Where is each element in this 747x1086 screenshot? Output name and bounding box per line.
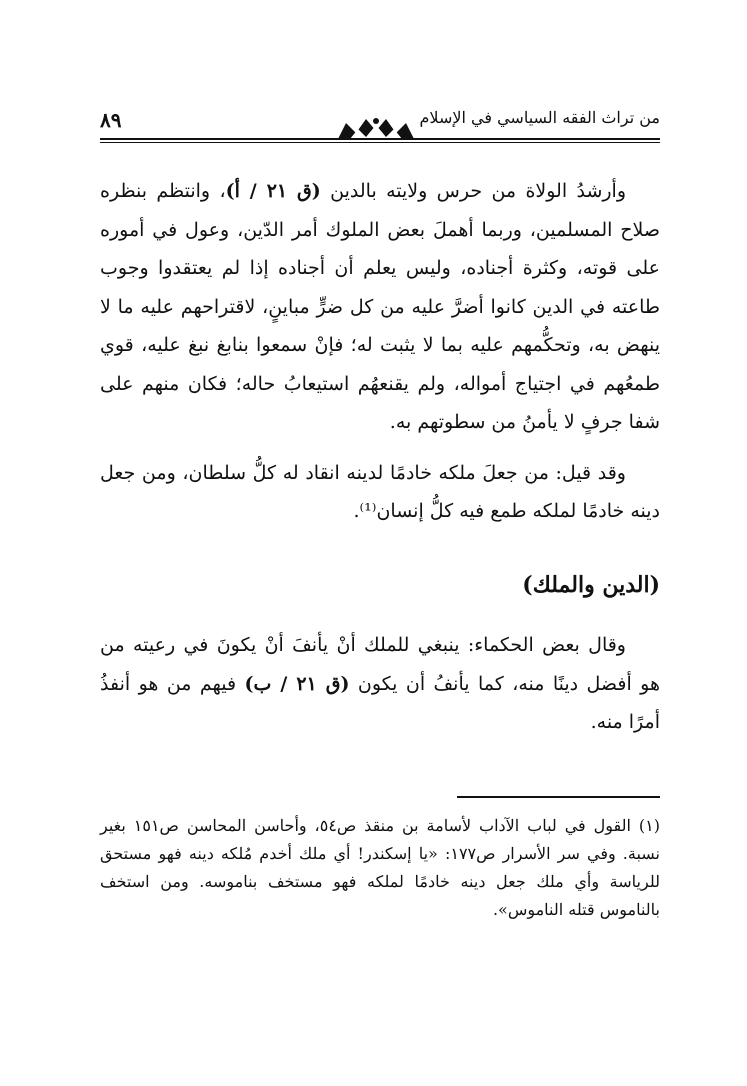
header-rule-thin [100,142,660,143]
footnote [100,812,660,924]
paragraph-3 [100,626,660,742]
paragraph-1 [100,172,660,442]
paragraph-3-start: وقال بعض الحكماء: ينبغي للملك أنْ يأنفَ أنْ يكونَ في رعيته من هو أفضل دينًا منه، كما يأنفُ أن يكون [100,634,661,695]
paragraph-1-start: وأرشدُ الولاة من حرس ولايته بالدين [320,180,626,202]
manuscript-reference: (ق ٢١ / ب) [244,672,350,695]
section-heading: (الدين والملك) [522,572,660,598]
running-title: من تراث الفقه السياسي في الإسلام [419,108,660,127]
manuscript-reference: (ق ٢١ / أ) [225,180,321,202]
footnote-rule [457,796,660,798]
paragraph-1-rest: ، وانتظم بنظره صلاح المسلمين، وربما أهملَ بعض الملوك أمر الدّين، وعول في أموره على قوته، وكثرة أجناده، وليس يعلم أن أجناده إذا لم يعتقدوا وجوب طاعته في الدين كانوا أضرَّ عليه من كل ضرٍّ مباينٍ، لاقتراحهم عليه ما لا ينهض به، وتحكُّمهم عليه بما لا يثبت له؛ فإنْ سمعوا بنابغ نبغ عليه، قوي طمعُهم في اجتياج أمواله، ولم يقنعهُم استيعابُ حاله؛ فكان منهم على شفا جرفٍ لا يأمنُ من سطوتهم به. [100,180,660,433]
main-text-bottom [100,626,660,742]
main-text-top [100,172,660,531]
paragraph-2: وقد قيل: من جعلَ ملكه خادمًا لدينه انقاد له كلُّ سلطان، ومن جعل دينه خادمًا لملكه طمع فيه كلُّ إنسان⁽¹⁾. [100,461,660,522]
footnote-marker: (١) [638,816,661,835]
header-rule [100,138,660,140]
paragraph-3-rest: فيهم من هو أنفذُ أمرًا منه. [100,672,660,733]
footnote-text: القول في لباب الآداب لأسامة بن منقذ ص٥٤، وأحاسن المحاسن ص١٥١ بغير نسبة. وفي سر الأسرار ص١٧٧: «يا إسكندر! أي ملك أخدم مُلكه دينه فهو مستحق للرياسة وأي ملك جعل دينه خادمًا لملكه فهو مستخف بناموسه. ومن استخف بالناموس قتله الناموس». [100,816,661,919]
page-number: ٨٩ [100,108,122,132]
